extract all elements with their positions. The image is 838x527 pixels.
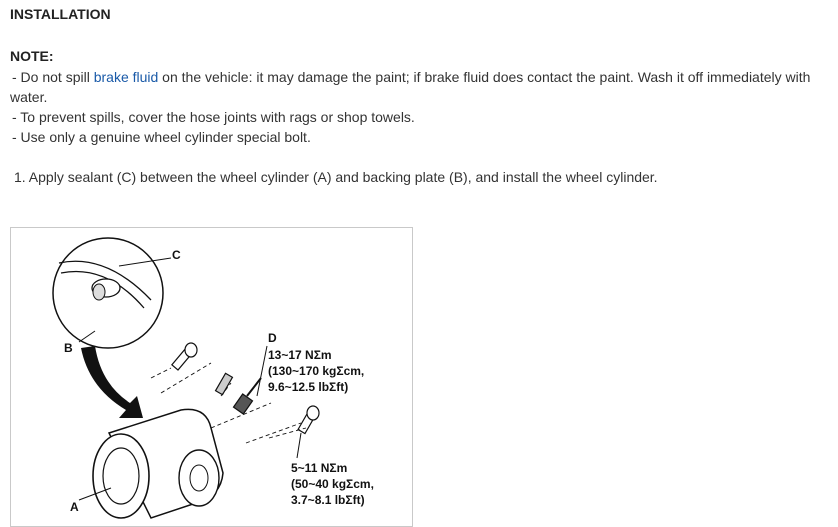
diagram-drawing [11, 228, 413, 527]
wheel-cylinder-diagram [10, 227, 413, 527]
note-bullet-1-text-start: - Do not spill [12, 69, 94, 85]
label-b: B [64, 341, 73, 355]
torque-d-line-1: 13~17 NΣm [268, 348, 332, 362]
brake-fluid-link[interactable]: brake fluid [93, 69, 159, 85]
torque-bolt-line-1: 5~11 NΣm [291, 461, 348, 475]
label-c: C [172, 248, 181, 262]
note-bullet-3: - Use only a genuine wheel cylinder special bolt. [12, 129, 311, 145]
leader-d [257, 346, 267, 396]
label-d: D [268, 331, 277, 345]
cylinder-bore-left [93, 434, 149, 518]
note-bullet-1-wrap: water. [10, 89, 48, 105]
step-1-text: 1. Apply sealant (C) between the wheel cylinder (A) and backing plate (B), and install the wheel cylinder. [14, 169, 658, 185]
torque-bolt-line-2: (50~40 kgΣcm, [291, 477, 374, 491]
torque-bolt-line-3: 3.7~8.1 lbΣft) [291, 493, 365, 507]
note-label: NOTE: [10, 48, 54, 64]
cylinder-end-icon [93, 284, 105, 300]
bolt-right-icon [298, 406, 319, 434]
torque-d-line-2: (130~170 kgΣcm, [268, 364, 365, 378]
torque-d-line-3: 9.6~12.5 lbΣft) [268, 380, 349, 394]
leader-bolt-torque [297, 433, 301, 458]
note-bullet-1 [12, 67, 810, 87]
cylinder-bore-right [179, 450, 219, 506]
direction-arrow-icon [81, 346, 143, 418]
note-bullet-2: - To prevent spills, cover the hose joints with rags or shop towels. [12, 109, 415, 125]
label-a: A [70, 500, 79, 514]
section-heading: INSTALLATION [10, 6, 111, 22]
bolt-upper-icon [172, 343, 197, 370]
note-bullet-1-text-end: on the vehicle: it may damage the paint; if brake fluid does contact the paint. Wash it off immediately with [158, 69, 811, 85]
